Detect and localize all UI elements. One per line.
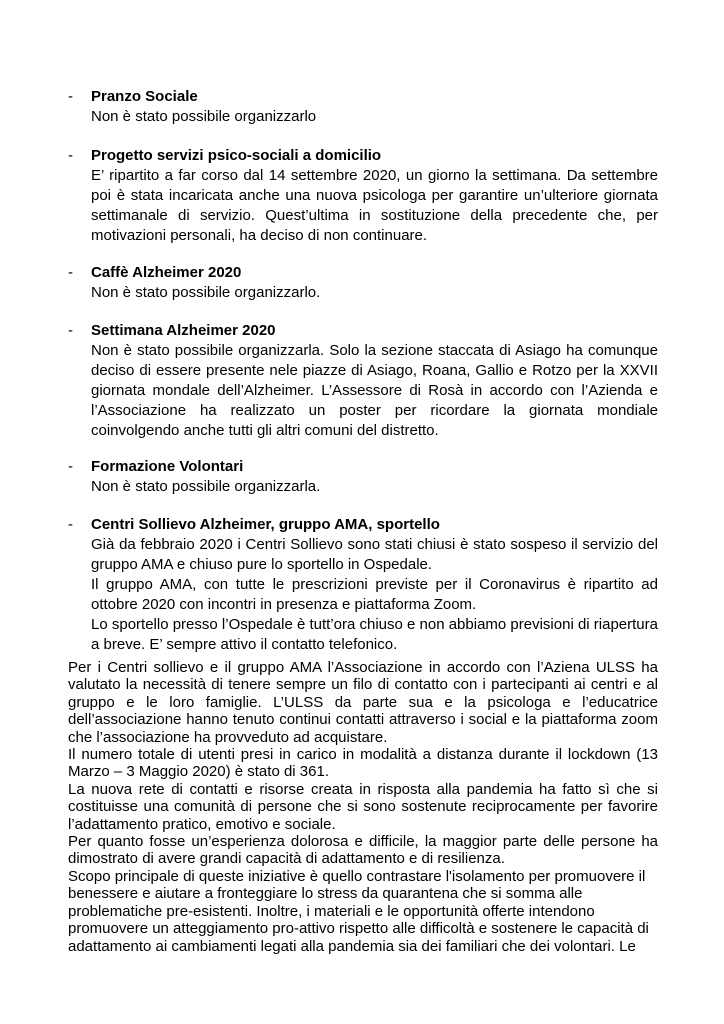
item-paragraph: Già da febbraio 2020 i Centri Sollievo sono stati chiusi è stato sospeso il servizio del gruppo AMA e chiuso pure lo sportello in Ospedale. [91, 536, 658, 573]
list-dash: - [68, 516, 73, 533]
item-text [91, 535, 658, 655]
list-item-settimana-alzheimer [68, 321, 658, 441]
item-text [91, 107, 658, 127]
item-title: Pranzo Sociale [91, 88, 198, 105]
item-title: Centri Sollievo Alzheimer, gruppo AMA, sportello [91, 516, 440, 533]
body-paragraph: Il numero totale di utenti presi in carico in modalità a distanza durante il lockdown (13 Marzo – 3 Maggio 2020) è stato di 361. [68, 746, 658, 781]
item-title: Formazione Volontari [91, 458, 244, 475]
list-dash: - [68, 264, 73, 281]
item-text [91, 477, 658, 497]
item-text [91, 341, 658, 441]
body-paragraph: La nuova rete di contatti e risorse creata in risposta alla pandemia ha fatto sì che si costituisse una comunità di persone che si sono sostenute reciprocamente per favorire l’adattamento pratico, emotivo e sociale. [68, 780, 658, 833]
item-text [91, 283, 658, 303]
list-item-formazione-volontari [68, 457, 658, 497]
item-paragraph: Non è stato possibile organizzarlo [91, 108, 317, 125]
item-paragraph: Non è stato possibile organizzarlo. [91, 284, 321, 301]
item-text [91, 166, 658, 246]
body-text [68, 659, 658, 955]
list-item-caffe-alzheimer [68, 263, 658, 303]
item-paragraph: E’ ripartito a far corso dal 14 settembre 2020, un giorno la settimana. Da settembre poi è stata incaricata anche una nuova psicologa per garantire un’ulteriore giornata settimanale di servizio. Quest’ultima in sostituzione della precedente che, per motivazioni personali, ha deciso di non continuare. [91, 167, 658, 244]
list-dash: - [68, 88, 73, 105]
list-item-pranzo-sociale [68, 87, 658, 127]
list-dash: - [68, 458, 73, 475]
body-paragraph: Per i Centri sollievo e il gruppo AMA l’Associazione in accordo con l’Aziena ULSS ha valutato la necessità di tenere sempre un filo di contatto con i partecipanti ai centri e al gruppo e le loro famiglie. L’ULSS da parte sua e la psicologa e l’educatrice dell’associazione hanno tenuto continui contatti attraverso i social e la piattaforma zoom che l’associazione ha provveduto ad acquistare. [68, 659, 658, 746]
list-item-progetto-servizi [68, 146, 658, 246]
item-title: Progetto servizi psico-sociali a domicilio [91, 147, 382, 164]
body-paragraph: Per quanto fosse un’esperienza dolorosa e difficile, la maggior parte delle persone ha dimostrato di avere grandi capacità di adattamento e di resilienza. [68, 833, 658, 868]
list-dash: - [68, 147, 73, 164]
list-item-centri-sollievo [68, 515, 658, 655]
list-dash: - [68, 322, 73, 339]
item-paragraph: Non è stato possibile organizzarla. [91, 478, 321, 495]
item-paragraph: Non è stato possibile organizzarla. Solo la sezione staccata di Asiago ha comunque deciso di essere presente nele piazze di Asiago, Roana, Gallio e Rotzo per la XXVII giornata mondale dell’Alzheimer. L’Assessore di Rosà in accordo con l’Azienda e l’Associazione ha realizzato un poster per ricordare la giornata mondiale coinvolgendo anche tutti gli altri comuni del distretto. [91, 342, 658, 439]
body-paragraph: Scopo principale di queste iniziative è quello contrastare l'isolamento per promuovere il benessere e aiutare a fronteggiare lo stress da quarantena che si somma alle problematiche pre-esistenti. Inoltre, i materiali e le opportunità offerte intendono promuovere un atteggiamento pro-attivo rispetto alle difficoltà e sostenere le capacità di adattamento ai cambiamenti legati alla pandemia sia dei familiari che dei volontari. Le [68, 867, 649, 955]
item-title: Settimana Alzheimer 2020 [91, 322, 276, 339]
item-paragraph: Il gruppo AMA, con tutte le prescrizioni previste per il Coronavirus è ripartito ad ottobre 2020 con incontri in presenza e piattaforma Zoom. [91, 576, 658, 613]
item-paragraph: Lo sportello presso l’Ospedale è tutt’ora chiuso e non abbiamo previsioni di riapertura a breve. E’ sempre attivo il contatto telefonico. [91, 616, 658, 653]
item-title: Caffè Alzheimer 2020 [91, 264, 242, 281]
